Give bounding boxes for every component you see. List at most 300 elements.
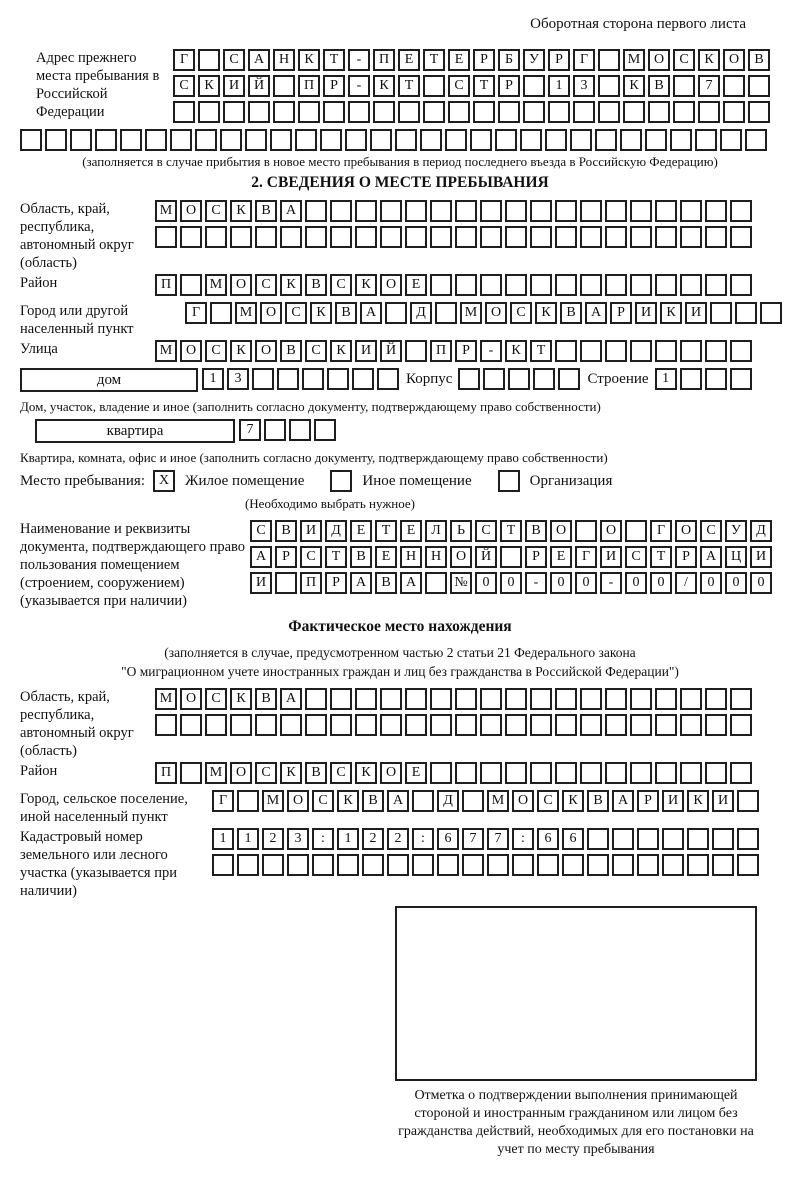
form-cell[interactable]: И [355,340,377,362]
form-cell[interactable]: 1 [202,368,224,390]
form-cell[interactable]: К [562,790,584,812]
form-cell[interactable]: Б [498,49,520,71]
form-cell[interactable]: О [648,49,670,71]
form-cell[interactable] [598,49,620,71]
form-cell[interactable]: Й [248,75,270,97]
form-cell[interactable] [295,129,317,151]
form-cell[interactable] [370,129,392,151]
form-cell[interactable] [705,340,727,362]
form-cell[interactable]: В [280,340,302,362]
form-cell[interactable]: Г [185,302,207,324]
form-cell[interactable]: А [250,546,272,568]
form-cell[interactable]: 6 [537,828,559,850]
form-cell[interactable] [655,200,677,222]
form-cell[interactable]: Й [475,546,497,568]
form-cell[interactable]: К [337,790,359,812]
form-cell[interactable] [262,854,284,876]
form-cell[interactable]: В [648,75,670,97]
form-cell[interactable]: К [330,340,352,362]
form-cell[interactable]: М [155,340,177,362]
form-cell[interactable] [723,101,745,123]
form-cell[interactable]: О [180,200,202,222]
checkbox-organization[interactable] [498,470,520,492]
form-cell[interactable] [45,129,67,151]
form-cell[interactable] [705,714,727,736]
form-cell[interactable] [425,572,447,594]
form-cell[interactable]: С [312,790,334,812]
form-cell[interactable]: А [585,302,607,324]
form-cell[interactable]: Т [423,49,445,71]
form-cell[interactable] [462,790,484,812]
form-cell[interactable] [495,129,517,151]
form-cell[interactable] [487,854,509,876]
form-cell[interactable]: С [330,274,352,296]
form-cell[interactable]: С [255,762,277,784]
form-cell[interactable] [637,828,659,850]
form-cell[interactable] [555,714,577,736]
form-cell[interactable]: С [173,75,195,97]
form-cell[interactable] [480,688,502,710]
form-cell[interactable] [145,129,167,151]
form-cell[interactable] [289,419,311,441]
form-cell[interactable] [605,340,627,362]
form-cell[interactable]: Р [637,790,659,812]
form-cell[interactable] [587,828,609,850]
form-cell[interactable]: А [248,49,270,71]
form-cell[interactable] [637,854,659,876]
form-cell[interactable]: Р [455,340,477,362]
form-cell[interactable]: В [335,302,357,324]
form-cell[interactable]: Е [405,274,427,296]
form-cell[interactable]: К [373,75,395,97]
form-cell[interactable]: В [350,546,372,568]
form-cell[interactable]: Е [350,520,372,542]
form-cell[interactable]: В [375,572,397,594]
form-cell[interactable]: Т [530,340,552,362]
form-cell[interactable] [173,101,195,123]
form-cell[interactable] [630,274,652,296]
form-cell[interactable]: И [662,790,684,812]
form-cell[interactable]: О [380,762,402,784]
form-cell[interactable] [20,129,42,151]
house-type-box[interactable] [20,368,198,392]
form-cell[interactable] [555,274,577,296]
form-cell[interactable]: 3 [227,368,249,390]
form-cell[interactable]: : [312,828,334,850]
form-cell[interactable] [730,368,752,390]
form-cell[interactable]: 0 [650,572,672,594]
form-cell[interactable]: В [275,520,297,542]
form-cell[interactable] [380,200,402,222]
form-cell[interactable]: В [748,49,770,71]
form-cell[interactable] [345,129,367,151]
form-cell[interactable] [558,368,580,390]
form-cell[interactable]: А [350,572,372,594]
form-cell[interactable]: М [155,688,177,710]
form-cell[interactable] [680,340,702,362]
form-cell[interactable] [630,200,652,222]
form-cell[interactable]: Е [550,546,572,568]
form-cell[interactable]: В [525,520,547,542]
form-cell[interactable]: 7 [487,828,509,850]
form-cell[interactable] [712,828,734,850]
form-cell[interactable]: А [700,546,722,568]
form-cell[interactable] [430,200,452,222]
form-cell[interactable]: Р [323,75,345,97]
form-cell[interactable]: П [373,49,395,71]
form-cell[interactable] [630,762,652,784]
form-cell[interactable] [430,226,452,248]
form-cell[interactable]: Е [400,520,422,542]
form-cell[interactable] [455,714,477,736]
form-cell[interactable]: А [612,790,634,812]
form-cell[interactable]: В [255,200,277,222]
form-cell[interactable]: И [750,546,772,568]
form-cell[interactable]: - [600,572,622,594]
form-cell[interactable] [655,340,677,362]
form-cell[interactable]: К [505,340,527,362]
form-cell[interactable]: 1 [212,828,234,850]
form-cell[interactable]: У [523,49,545,71]
form-cell[interactable] [373,101,395,123]
form-cell[interactable] [712,854,734,876]
form-cell[interactable] [655,226,677,248]
form-cell[interactable] [598,101,620,123]
form-cell[interactable]: С [448,75,470,97]
form-cell[interactable]: П [300,572,322,594]
form-cell[interactable]: С [300,546,322,568]
form-cell[interactable] [448,101,470,123]
form-cell[interactable] [580,200,602,222]
form-cell[interactable] [680,274,702,296]
form-cell[interactable] [470,129,492,151]
form-cell[interactable] [520,129,542,151]
form-cell[interactable] [523,101,545,123]
form-cell[interactable]: 2 [262,828,284,850]
form-cell[interactable]: 7 [239,419,261,441]
form-cell[interactable] [605,226,627,248]
form-cell[interactable]: П [155,762,177,784]
form-cell[interactable]: Л [425,520,447,542]
form-cell[interactable]: К [230,200,252,222]
form-cell[interactable] [680,688,702,710]
form-cell[interactable]: Н [425,546,447,568]
form-cell[interactable] [412,790,434,812]
form-cell[interactable] [730,762,752,784]
form-cell[interactable] [562,854,584,876]
form-cell[interactable] [620,129,642,151]
form-cell[interactable]: А [280,200,302,222]
form-cell[interactable] [533,368,555,390]
form-cell[interactable] [523,75,545,97]
form-cell[interactable]: П [155,274,177,296]
form-cell[interactable] [505,226,527,248]
form-cell[interactable] [323,101,345,123]
form-cell[interactable] [305,200,327,222]
form-cell[interactable] [480,714,502,736]
form-cell[interactable] [695,129,717,151]
form-cell[interactable] [327,368,349,390]
form-cell[interactable] [330,688,352,710]
form-cell[interactable] [255,226,277,248]
form-cell[interactable] [180,226,202,248]
form-cell[interactable] [455,688,477,710]
form-cell[interactable]: : [412,828,434,850]
form-cell[interactable] [237,854,259,876]
form-cell[interactable] [398,101,420,123]
form-cell[interactable]: К [230,688,252,710]
form-cell[interactable]: 6 [437,828,459,850]
form-cell[interactable]: 0 [750,572,772,594]
form-cell[interactable] [377,368,399,390]
form-cell[interactable]: В [560,302,582,324]
form-cell[interactable] [362,854,384,876]
form-cell[interactable] [705,226,727,248]
form-cell[interactable] [530,688,552,710]
form-cell[interactable]: О [230,274,252,296]
form-cell[interactable] [623,101,645,123]
form-cell[interactable] [760,302,782,324]
form-cell[interactable] [412,854,434,876]
form-cell[interactable] [230,226,252,248]
form-cell[interactable] [645,129,667,151]
form-cell[interactable] [155,714,177,736]
form-cell[interactable]: П [298,75,320,97]
form-cell[interactable]: Ь [450,520,472,542]
form-cell[interactable] [575,520,597,542]
form-cell[interactable] [505,200,527,222]
form-cell[interactable]: 0 [475,572,497,594]
form-cell[interactable]: И [685,302,707,324]
form-cell[interactable]: Р [473,49,495,71]
form-cell[interactable] [680,762,702,784]
form-cell[interactable] [255,714,277,736]
form-cell[interactable] [320,129,342,151]
form-cell[interactable]: И [250,572,272,594]
form-cell[interactable] [180,714,202,736]
form-cell[interactable]: Д [410,302,432,324]
form-cell[interactable]: Г [650,520,672,542]
form-cell[interactable] [500,546,522,568]
form-cell[interactable] [405,226,427,248]
form-cell[interactable]: 6 [562,828,584,850]
form-cell[interactable] [655,274,677,296]
form-cell[interactable]: О [180,688,202,710]
form-cell[interactable] [273,101,295,123]
form-cell[interactable] [720,129,742,151]
form-cell[interactable] [387,854,409,876]
form-cell[interactable] [230,714,252,736]
form-cell[interactable] [555,762,577,784]
form-cell[interactable]: Р [498,75,520,97]
form-cell[interactable]: О [180,340,202,362]
form-cell[interactable] [480,762,502,784]
form-cell[interactable]: В [587,790,609,812]
form-cell[interactable] [612,828,634,850]
form-cell[interactable] [737,828,759,850]
form-cell[interactable] [355,226,377,248]
form-cell[interactable] [205,226,227,248]
form-cell[interactable] [352,368,374,390]
form-cell[interactable]: М [487,790,509,812]
form-cell[interactable] [508,368,530,390]
form-cell[interactable] [555,226,577,248]
form-cell[interactable]: В [305,762,327,784]
form-cell[interactable]: : [512,828,534,850]
form-cell[interactable]: - [525,572,547,594]
form-cell[interactable] [573,101,595,123]
form-cell[interactable]: В [305,274,327,296]
form-cell[interactable] [405,688,427,710]
form-cell[interactable] [252,368,274,390]
form-cell[interactable] [405,200,427,222]
form-cell[interactable] [745,129,767,151]
form-cell[interactable]: С [250,520,272,542]
form-cell[interactable] [673,101,695,123]
form-cell[interactable] [212,854,234,876]
form-cell[interactable]: К [535,302,557,324]
form-cell[interactable] [458,368,480,390]
form-cell[interactable] [95,129,117,151]
form-cell[interactable] [302,368,324,390]
form-cell[interactable] [655,688,677,710]
form-cell[interactable]: С [625,546,647,568]
form-cell[interactable] [305,226,327,248]
form-cell[interactable] [337,854,359,876]
form-cell[interactable]: М [262,790,284,812]
form-cell[interactable]: С [305,340,327,362]
form-cell[interactable]: М [623,49,645,71]
form-cell[interactable]: О [600,520,622,542]
form-cell[interactable]: 3 [287,828,309,850]
form-cell[interactable]: А [280,688,302,710]
form-cell[interactable] [355,714,377,736]
form-cell[interactable] [405,340,427,362]
form-cell[interactable] [587,854,609,876]
form-cell[interactable]: М [235,302,257,324]
form-cell[interactable] [430,714,452,736]
form-cell[interactable]: Е [375,546,397,568]
form-cell[interactable] [120,129,142,151]
form-cell[interactable] [437,854,459,876]
form-cell[interactable] [580,762,602,784]
form-cell[interactable]: К [355,762,377,784]
form-cell[interactable] [505,762,527,784]
form-cell[interactable] [237,790,259,812]
form-cell[interactable] [605,200,627,222]
form-cell[interactable] [555,688,577,710]
form-cell[interactable]: С [673,49,695,71]
form-cell[interactable] [723,75,745,97]
form-cell[interactable]: 0 [500,572,522,594]
form-cell[interactable]: У [725,520,747,542]
form-cell[interactable]: В [362,790,384,812]
form-cell[interactable] [483,368,505,390]
form-cell[interactable] [680,200,702,222]
form-cell[interactable] [530,200,552,222]
form-cell[interactable] [220,129,242,151]
form-cell[interactable] [705,274,727,296]
form-cell[interactable] [673,75,695,97]
form-cell[interactable] [530,274,552,296]
form-cell[interactable] [480,226,502,248]
form-cell[interactable] [380,714,402,736]
form-cell[interactable] [280,226,302,248]
form-cell[interactable]: 1 [237,828,259,850]
form-cell[interactable]: К [280,762,302,784]
form-cell[interactable] [630,226,652,248]
form-cell[interactable] [630,340,652,362]
form-cell[interactable]: 0 [625,572,647,594]
form-cell[interactable] [580,274,602,296]
form-cell[interactable] [555,340,577,362]
form-cell[interactable] [555,200,577,222]
form-cell[interactable] [70,129,92,151]
form-cell[interactable] [655,714,677,736]
form-cell[interactable]: Д [750,520,772,542]
form-cell[interactable] [435,302,457,324]
form-cell[interactable] [505,714,527,736]
form-cell[interactable]: - [348,49,370,71]
form-cell[interactable]: 1 [548,75,570,97]
form-cell[interactable]: Д [437,790,459,812]
form-cell[interactable] [455,200,477,222]
form-cell[interactable] [385,302,407,324]
form-cell[interactable]: № [450,572,472,594]
form-cell[interactable] [330,714,352,736]
form-cell[interactable] [180,274,202,296]
form-cell[interactable] [277,368,299,390]
form-cell[interactable] [505,274,527,296]
form-cell[interactable] [455,274,477,296]
form-cell[interactable] [730,274,752,296]
form-cell[interactable]: Г [573,49,595,71]
form-cell[interactable]: О [485,302,507,324]
form-cell[interactable] [580,340,602,362]
form-cell[interactable]: К [623,75,645,97]
form-cell[interactable] [698,101,720,123]
form-cell[interactable]: Т [398,75,420,97]
form-cell[interactable] [680,368,702,390]
form-cell[interactable] [537,854,559,876]
form-cell[interactable]: Р [610,302,632,324]
form-cell[interactable] [530,762,552,784]
form-cell[interactable] [512,854,534,876]
form-cell[interactable] [210,302,232,324]
form-cell[interactable]: И [635,302,657,324]
form-cell[interactable] [430,762,452,784]
form-cell[interactable]: С [330,762,352,784]
form-cell[interactable] [430,688,452,710]
form-cell[interactable]: Й [380,340,402,362]
form-cell[interactable]: Е [405,762,427,784]
form-cell[interactable]: 0 [725,572,747,594]
form-cell[interactable] [505,688,527,710]
form-cell[interactable]: О [450,546,472,568]
form-cell[interactable] [248,101,270,123]
form-cell[interactable]: С [510,302,532,324]
form-cell[interactable]: Н [400,546,422,568]
form-cell[interactable] [580,688,602,710]
form-cell[interactable]: Р [275,546,297,568]
form-cell[interactable] [170,129,192,151]
form-cell[interactable]: Е [398,49,420,71]
form-cell[interactable] [430,274,452,296]
form-cell[interactable] [530,226,552,248]
form-cell[interactable] [730,200,752,222]
form-cell[interactable]: 1 [655,368,677,390]
form-cell[interactable] [605,714,627,736]
